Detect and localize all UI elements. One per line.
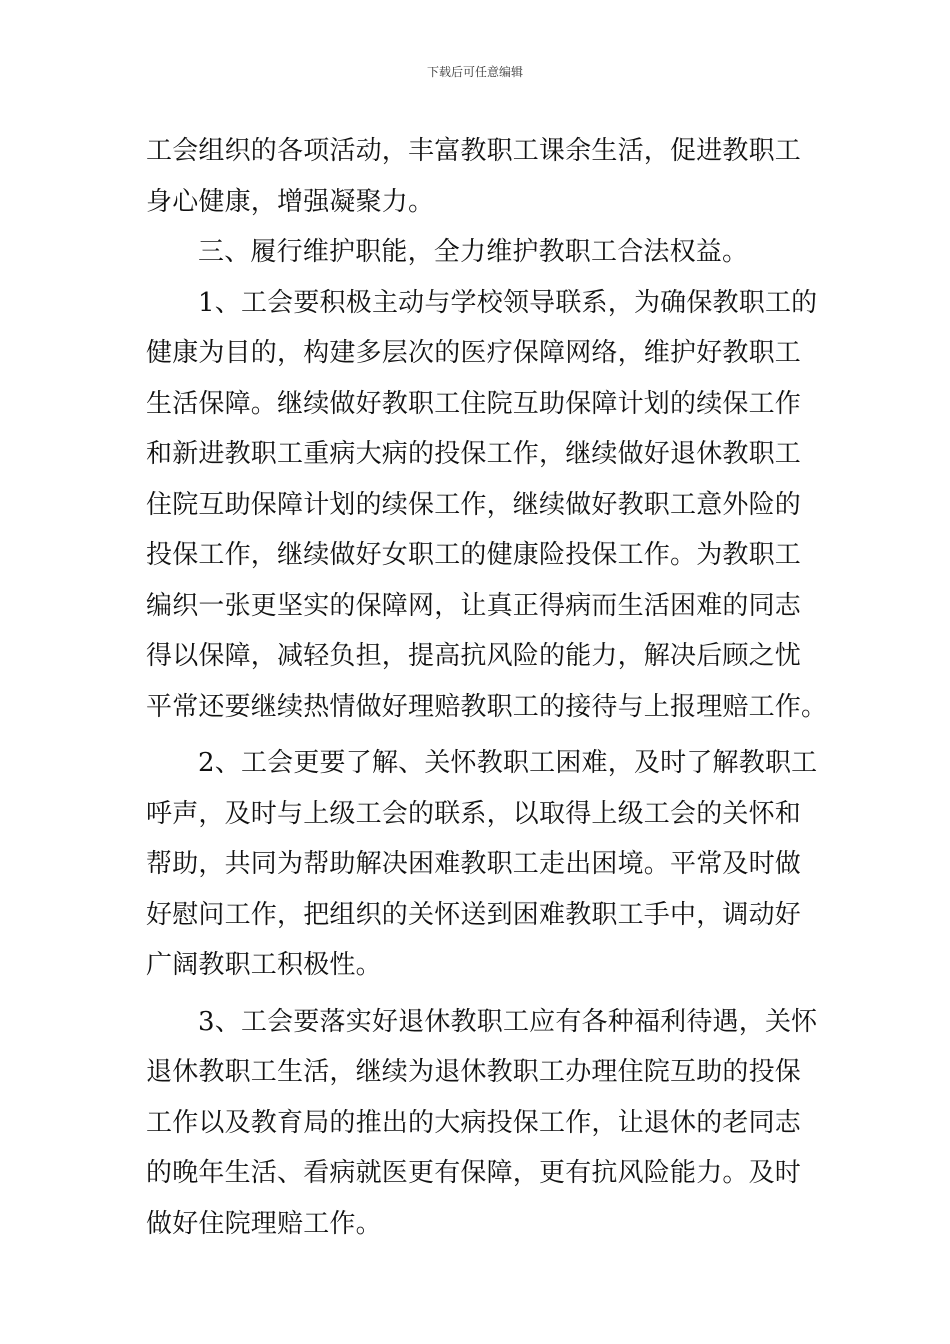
- paragraph: [146, 997, 818, 1250]
- text-line: 投保工作，继续做好女职工的健康险投保工作。为教职工: [146, 540, 802, 570]
- text-line: 好慰问工作，把组织的关怀送到困难教职工手中，调动好: [146, 899, 802, 930]
- text-line: 呼声，及时与上级工会的联系，以取得上级工会的关怀和: [146, 798, 802, 829]
- text-line: 三、履行维护职能，全力维护教职工合法权益。: [198, 237, 749, 267]
- text-line: 1、工会要积极主动与学校领导联系，为确保教职工的: [198, 287, 818, 318]
- text-line: 工会组织的各项活动，丰富教职工课余生活，促进教职工: [146, 136, 802, 166]
- text-line: 广阔教职工积极性。: [146, 950, 382, 980]
- text-line: 退休教职工生活，继续为退休教职工办理住院互助的投保: [146, 1057, 802, 1087]
- text-line: 住院互助保障计划的续保工作，继续做好教职工意外险的: [146, 489, 802, 520]
- text-line: 得以保障，减轻负担，提高抗风险的能力，解决后顾之忧: [146, 641, 802, 671]
- document-body: [146, 126, 828, 1249]
- page-header: 下载后可任意编辑: [426, 65, 523, 79]
- text-line: 工作以及教育局的推出的大病投保工作，让退休的老同志: [146, 1107, 802, 1138]
- text-line: 做好住院理赔工作。: [146, 1208, 382, 1239]
- section-heading: [146, 227, 808, 278]
- text-line: 帮助，共同为帮助解决困难教职工走出困境。平常及时做: [146, 849, 802, 879]
- text-line: 编织一张更坚实的保障网，让真正得病而生活困难的同志: [146, 590, 802, 621]
- text-line: 3、工会要落实好退休教职工应有各种福利待遇，关怀: [198, 1006, 818, 1037]
- text-line: 2、工会更要了解、关怀教职工困难，及时了解教职工: [198, 748, 818, 778]
- paragraph: [146, 738, 818, 991]
- text-line: 平常还要继续热情做好理赔教职工的接待与上报理赔工作。: [146, 691, 828, 722]
- text-line: 生活保障。继续做好教职工住院互助保障计划的续保工作: [146, 388, 802, 419]
- text-line: 身心健康，增强凝聚力。: [146, 186, 435, 217]
- text-line: 的晚年生活、看病就医更有保障，更有抗风险能力。及时: [146, 1158, 802, 1188]
- text-line: 和新进教职工重病大病的投保工作，继续做好退休教职工: [146, 439, 802, 469]
- paragraph: [146, 278, 828, 733]
- paragraph: [146, 126, 808, 227]
- text-line: 健康为目的，构建多层次的医疗保障网络，维护好教职工: [146, 338, 802, 368]
